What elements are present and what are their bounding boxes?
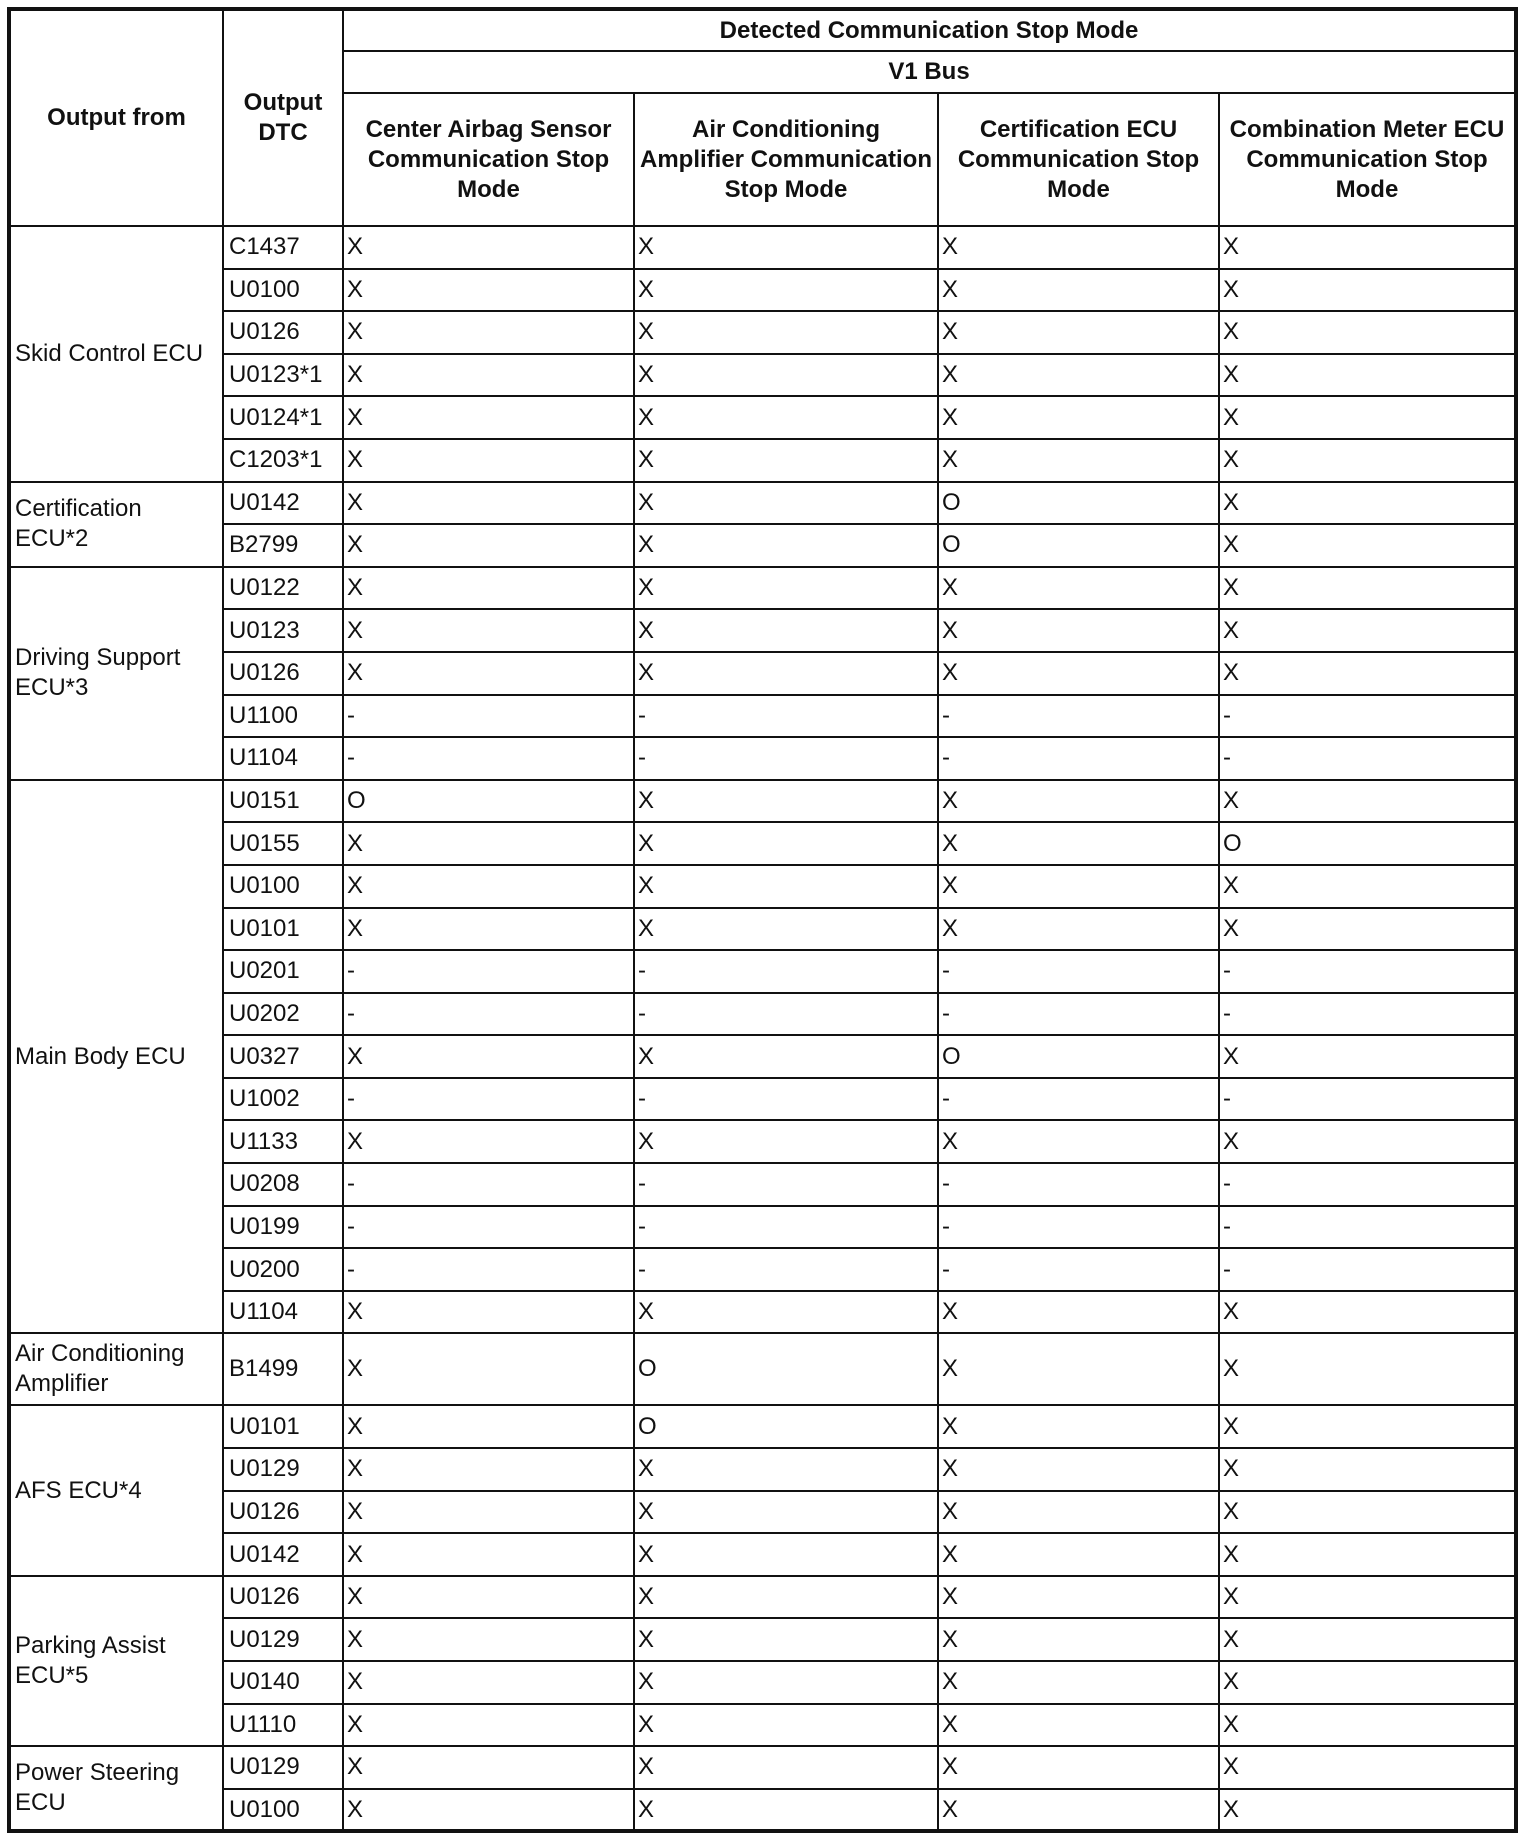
mode-result-cell: X [634,269,938,312]
mode-result-cell: X [634,1789,938,1832]
dtc-code-cell: U0126 [223,1576,343,1619]
table-row [9,609,1516,652]
mode-result-cell: - [938,993,1219,1036]
mode-header-certification-ecu: Certification ECU Communication Stop Mode [938,93,1219,226]
dtc-code-cell: U0201 [223,950,343,993]
dtc-code-cell: B2799 [223,524,343,567]
mode-result-cell: X [343,1405,634,1448]
mode-result-cell: O [938,524,1219,567]
mode-result-cell: O [938,1035,1219,1078]
mode-result-cell: X [1219,908,1516,951]
mode-result-cell: X [343,1746,634,1789]
mode-result-cell: X [938,567,1219,610]
table-row [9,1248,1516,1291]
dtc-code-cell: U0200 [223,1248,343,1291]
mode-result-cell: X [938,1661,1219,1704]
dtc-code-cell: U1110 [223,1704,343,1747]
mode-result-cell: X [1219,1333,1516,1405]
mode-result-cell: - [343,1248,634,1291]
output-from-cell: Main Body ECU [9,780,223,1334]
mode-result-cell: X [1219,1746,1516,1789]
table-row [9,695,1516,738]
mode-result-cell: X [343,1618,634,1661]
mode-result-cell: X [1219,780,1516,823]
dtc-code-cell: U0140 [223,1661,343,1704]
dtc-code-cell: U0100 [223,269,343,312]
mode-result-cell: X [1219,524,1516,567]
mode-result-cell: X [343,1448,634,1491]
dtc-code-cell: U0101 [223,908,343,951]
table-row [9,780,1516,823]
mode-result-cell: X [343,822,634,865]
mode-result-cell: X [1219,439,1516,482]
dtc-code-cell: U0142 [223,482,343,525]
mode-result-cell: X [938,609,1219,652]
mode-result-cell: X [634,311,938,354]
mode-result-cell: X [343,1291,634,1334]
mode-result-cell: X [938,269,1219,312]
dtc-code-cell: U1100 [223,695,343,738]
mode-result-cell: - [1219,950,1516,993]
mode-result-cell: - [1219,1206,1516,1249]
mode-result-cell: X [1219,1035,1516,1078]
dtc-code-cell: U0327 [223,1035,343,1078]
table-row [9,482,1516,525]
mode-result-cell: X [938,1576,1219,1619]
mode-result-cell: X [1219,396,1516,439]
mode-result-cell: - [938,695,1219,738]
table-row [9,1661,1516,1704]
table-row [9,439,1516,482]
table-row [9,737,1516,780]
table-row [9,822,1516,865]
output-from-cell: Air Conditioning Amplifier [9,1333,223,1405]
mode-result-cell: X [634,1491,938,1534]
mode-result-cell: - [343,1078,634,1121]
mode-result-cell: X [1219,1618,1516,1661]
mode-result-cell: - [634,1163,938,1206]
mode-result-cell: - [634,993,938,1036]
mode-result-cell: X [634,609,938,652]
mode-result-cell: X [938,226,1219,269]
mode-result-cell: - [938,950,1219,993]
mode-result-cell: - [343,993,634,1036]
mode-result-cell: X [938,780,1219,823]
output-from-cell: AFS ECU*4 [9,1405,223,1575]
mode-result-cell: X [1219,482,1516,525]
table-row [9,226,1516,269]
dtc-code-cell: U0208 [223,1163,343,1206]
mode-result-cell: X [343,1533,634,1576]
mode-header-combination-meter: Combination Meter ECU Communication Stop Mode [1219,93,1516,226]
output-from-cell: Parking Assist ECU*5 [9,1576,223,1746]
mode-result-cell: X [634,1533,938,1576]
mode-result-cell: - [1219,1248,1516,1291]
mode-result-cell: X [938,652,1219,695]
mode-result-cell: X [938,1333,1219,1405]
mode-result-cell: X [938,354,1219,397]
mode-header-center-airbag: Center Airbag Sensor Communication Stop Mode [343,93,634,226]
mode-result-cell: X [1219,311,1516,354]
mode-result-cell: O [343,780,634,823]
mode-result-cell: X [343,865,634,908]
mode-result-cell: X [1219,226,1516,269]
mode-result-cell: - [938,737,1219,780]
dtc-code-cell: U1104 [223,1291,343,1334]
table-row [9,865,1516,908]
mode-result-cell: X [343,609,634,652]
dtc-code-cell: U0151 [223,780,343,823]
dtc-code-cell: U1104 [223,737,343,780]
table-row [9,524,1516,567]
mode-result-cell: X [634,354,938,397]
mode-result-cell: X [1219,652,1516,695]
mode-result-cell: X [938,1746,1219,1789]
mode-result-cell: X [343,226,634,269]
mode-result-cell: X [343,1333,634,1405]
dtc-code-cell: U0126 [223,1491,343,1534]
dtc-code-cell: U0155 [223,822,343,865]
mode-result-cell: X [634,908,938,951]
mode-result-cell: X [634,780,938,823]
mode-result-cell: - [1219,1078,1516,1121]
table-row [9,1078,1516,1121]
mode-result-cell: X [634,865,938,908]
mode-result-cell: X [343,354,634,397]
mode-result-cell: X [634,1448,938,1491]
mode-result-cell: - [938,1206,1219,1249]
dtc-code-cell: U0129 [223,1448,343,1491]
table-row [9,1163,1516,1206]
table-row [9,1491,1516,1534]
mode-result-cell: X [938,396,1219,439]
dtc-code-cell: U0129 [223,1618,343,1661]
mode-result-cell: X [938,1704,1219,1747]
mode-result-cell: X [938,865,1219,908]
table-row [9,354,1516,397]
dtc-code-cell: U0101 [223,1405,343,1448]
table-row [9,1746,1516,1789]
table-row [9,1405,1516,1448]
mode-result-cell: X [343,439,634,482]
dtc-code-cell: U0199 [223,1206,343,1249]
dtc-code-cell: U0100 [223,865,343,908]
mode-result-cell: X [634,1035,938,1078]
table-row [9,950,1516,993]
mode-result-cell: X [634,1576,938,1619]
mode-result-cell: X [938,1405,1219,1448]
mode-result-cell: X [938,439,1219,482]
mode-result-cell: X [1219,1291,1516,1334]
mode-result-cell: - [634,737,938,780]
mode-result-cell: X [343,482,634,525]
mode-result-cell: X [1219,1448,1516,1491]
mode-result-cell: - [634,1248,938,1291]
mode-result-cell: - [343,1163,634,1206]
dtc-code-cell: U0123*1 [223,354,343,397]
mode-result-cell: X [634,652,938,695]
mode-result-cell: X [634,396,938,439]
mode-result-cell: X [634,1661,938,1704]
bus-header: V1 Bus [343,51,1516,93]
mode-result-cell: - [343,1206,634,1249]
mode-result-cell: X [634,567,938,610]
table-row [9,1333,1516,1405]
table-row [9,1120,1516,1163]
table-row [9,1704,1516,1747]
mode-result-cell: X [1219,1533,1516,1576]
table-row [9,396,1516,439]
mode-result-cell: X [343,1661,634,1704]
mode-result-cell: X [938,908,1219,951]
mode-result-cell: - [1219,695,1516,738]
mode-result-cell: X [1219,1405,1516,1448]
mode-result-cell: X [938,1120,1219,1163]
mode-result-cell: X [1219,1661,1516,1704]
mode-result-cell: X [938,1291,1219,1334]
mode-result-cell: X [343,1789,634,1832]
dtc-code-cell: U0142 [223,1533,343,1576]
dtc-code-cell: U0122 [223,567,343,610]
mode-result-cell: X [1219,1576,1516,1619]
mode-result-cell: X [634,482,938,525]
mode-result-cell: X [634,439,938,482]
output-from-header: Output from [9,9,223,226]
mode-result-cell: X [1219,1491,1516,1534]
mode-result-cell: - [1219,993,1516,1036]
table-row [9,311,1516,354]
output-from-cell: Driving Support ECU*3 [9,567,223,780]
table-row [9,1206,1516,1249]
mode-result-cell: X [343,269,634,312]
mode-result-cell: X [938,822,1219,865]
mode-result-cell: X [343,311,634,354]
mode-result-cell: - [634,1206,938,1249]
mode-result-cell: X [634,822,938,865]
mode-result-cell: O [634,1405,938,1448]
dtc-code-cell: U0202 [223,993,343,1036]
table-row [9,1291,1516,1334]
mode-header-air-conditioning: Air Conditioning Amplifier Communication Stop Mode [634,93,938,226]
mode-result-cell: - [938,1163,1219,1206]
table-row [9,567,1516,610]
mode-result-cell: X [634,1746,938,1789]
mode-result-cell: - [938,1248,1219,1291]
mode-result-cell: O [938,482,1219,525]
mode-result-cell: X [634,226,938,269]
dtc-code-cell: U0126 [223,652,343,695]
mode-result-cell: X [634,1291,938,1334]
mode-result-cell: - [343,737,634,780]
table-body [9,226,1516,1831]
output-from-cell: Skid Control ECU [9,226,223,482]
table-row [9,1533,1516,1576]
output-from-cell: Certification ECU*2 [9,482,223,567]
dtc-code-cell: C1437 [223,226,343,269]
dtc-code-cell: C1203*1 [223,439,343,482]
mode-result-cell: X [938,1618,1219,1661]
mode-result-cell: X [343,908,634,951]
mode-result-cell: X [634,524,938,567]
mode-result-cell: O [1219,822,1516,865]
table-row [9,1035,1516,1078]
dtc-code-cell: U0129 [223,1746,343,1789]
mode-result-cell: X [1219,354,1516,397]
mode-result-cell: X [938,1491,1219,1534]
mode-result-cell: X [1219,865,1516,908]
mode-result-cell: O [634,1333,938,1405]
dtc-communication-stop-mode-table [7,7,1518,1833]
mode-result-cell: - [1219,1163,1516,1206]
mode-result-cell: X [634,1120,938,1163]
table-row [9,908,1516,951]
mode-result-cell: X [343,652,634,695]
mode-result-cell: X [1219,269,1516,312]
table-row [9,1789,1516,1832]
mode-result-cell: X [343,524,634,567]
mode-result-cell: - [634,1078,938,1121]
mode-result-cell: - [1219,737,1516,780]
mode-result-cell: X [1219,1789,1516,1832]
detected-mode-header: Detected Communication Stop Mode [343,9,1516,51]
mode-result-cell: X [938,311,1219,354]
table-row [9,1576,1516,1619]
mode-result-cell: X [1219,1120,1516,1163]
mode-result-cell: - [343,695,634,738]
table-row [9,269,1516,312]
mode-result-cell: X [938,1789,1219,1832]
mode-result-cell: X [343,1120,634,1163]
output-from-cell: Power Steering ECU [9,1746,223,1831]
mode-result-cell: - [938,1078,1219,1121]
mode-result-cell: X [343,1704,634,1747]
mode-result-cell: X [343,1035,634,1078]
dtc-code-cell: U1002 [223,1078,343,1121]
mode-result-cell: X [1219,567,1516,610]
table-row [9,1618,1516,1661]
dtc-code-cell: U1133 [223,1120,343,1163]
mode-result-cell: X [343,1576,634,1619]
mode-result-cell: - [634,695,938,738]
mode-result-cell: X [1219,609,1516,652]
mode-result-cell: - [343,950,634,993]
mode-result-cell: X [634,1704,938,1747]
mode-result-cell: X [343,1491,634,1534]
mode-result-cell: - [634,950,938,993]
mode-result-cell: X [938,1533,1219,1576]
mode-result-cell: X [938,1448,1219,1491]
table-row [9,993,1516,1036]
output-dtc-header: Output DTC [223,9,343,226]
mode-result-cell: X [343,396,634,439]
dtc-code-cell: U0124*1 [223,396,343,439]
dtc-code-cell: U0100 [223,1789,343,1832]
table-row [9,1448,1516,1491]
dtc-code-cell: B1499 [223,1333,343,1405]
dtc-code-cell: U0126 [223,311,343,354]
mode-result-cell: X [343,567,634,610]
table-row [9,652,1516,695]
mode-result-cell: X [634,1618,938,1661]
mode-result-cell: X [1219,1704,1516,1747]
dtc-code-cell: U0123 [223,609,343,652]
